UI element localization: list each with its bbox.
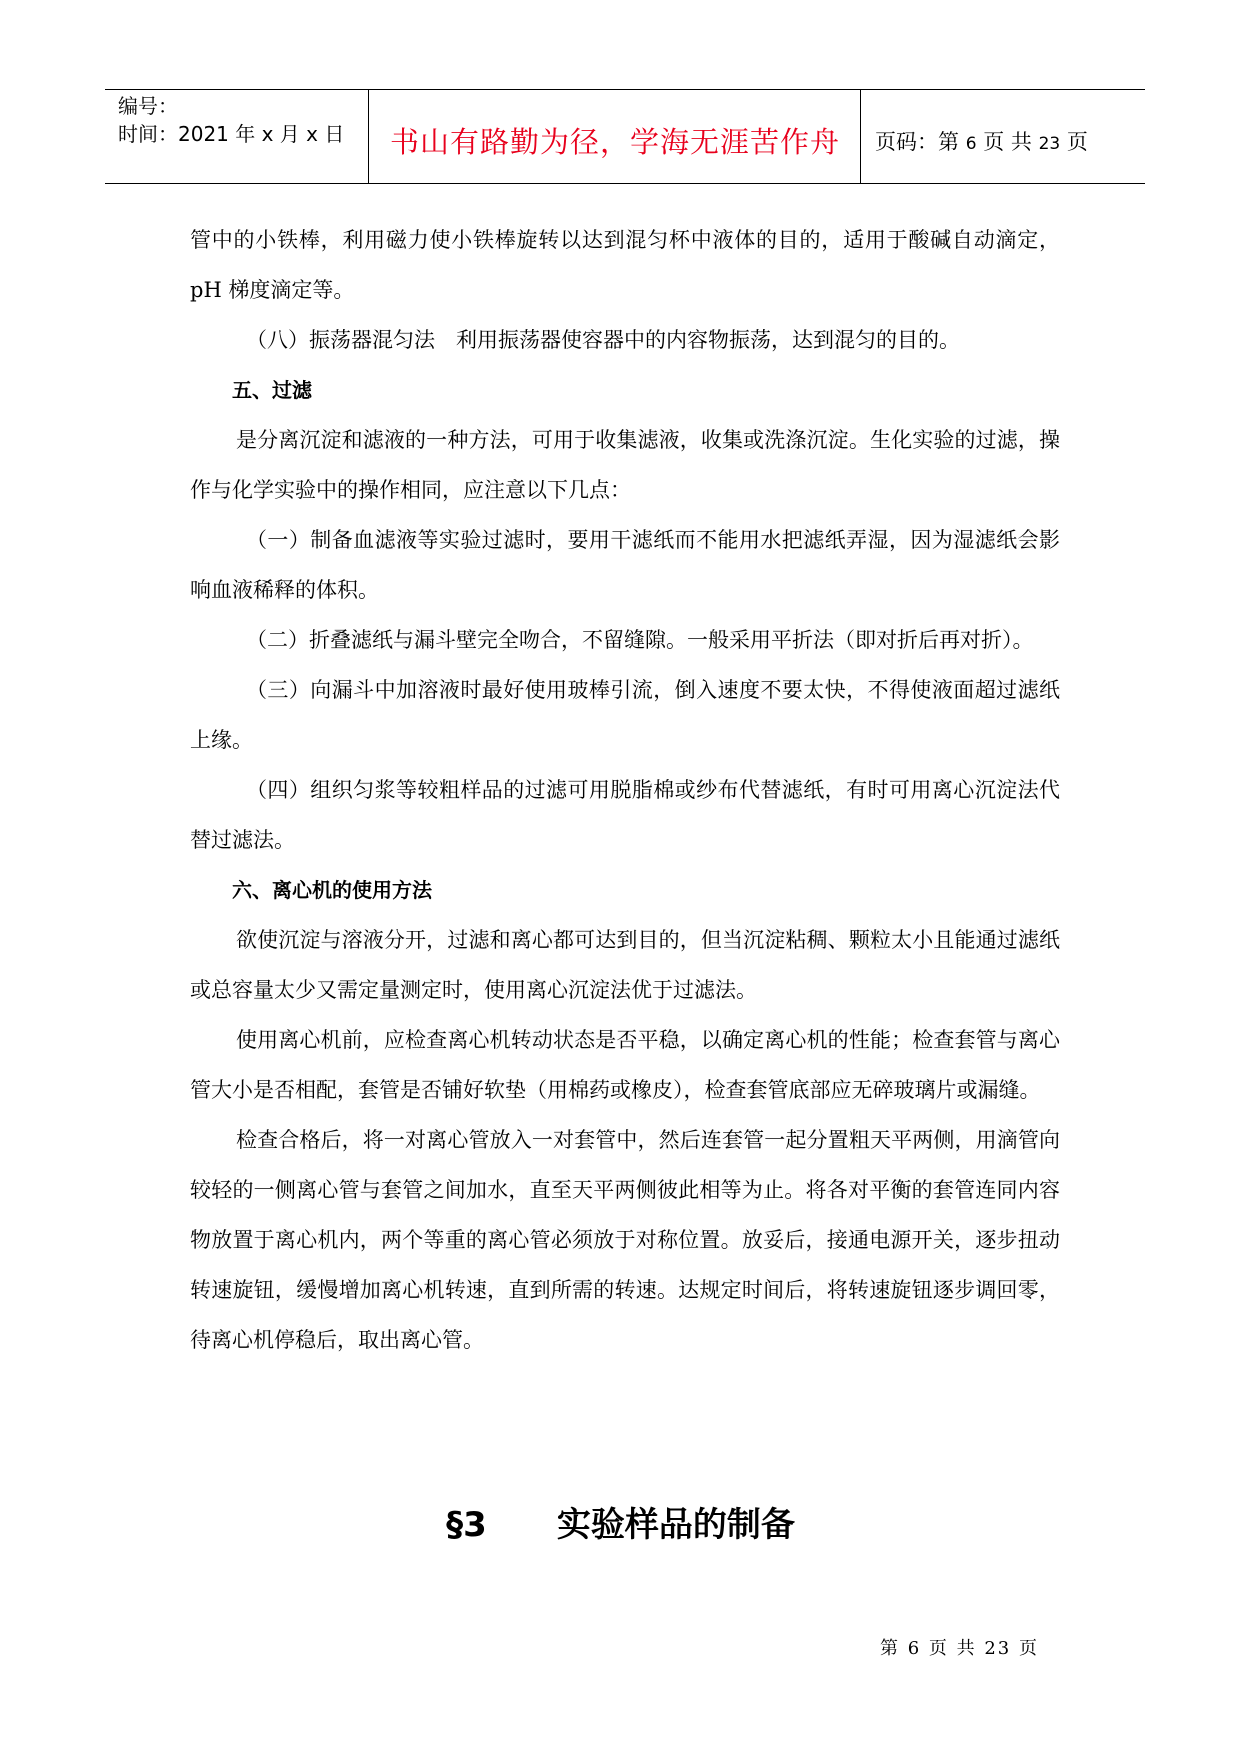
page-footer: 第 6 页 共 23 页 [880, 1638, 1039, 1659]
page-suffix: 页 [1066, 130, 1088, 154]
paragraph: （二）折叠滤纸与漏斗壁完全吻合，不留缝隙。一般采用平折法（即对折后再对折）。 [246, 628, 1034, 652]
header-bottom-rule [105, 183, 1145, 184]
paragraph: 使用离心机前，应检查离心机转动状态是否平稳，以确定离心机的性能；检查套管与离心管大小是否相配，套管是否铺好软垫（用棉药或橡皮），检查套管底部应无碎玻璃片或漏缝。 [190, 1028, 1060, 1102]
chapter-name: 实验样品的制备 [556, 1505, 795, 1545]
document-time-label: 时间：2021 年 x 月 x 日 [118, 122, 345, 146]
header-divider-right [860, 90, 861, 183]
header-divider-left [368, 90, 369, 183]
page-prefix: 页码：第 [875, 130, 959, 154]
header-page-indicator [875, 126, 1088, 156]
page-total: 23 [1038, 134, 1061, 154]
paragraph: （八）振荡器混匀法 利用振荡器使容器中的内容物振荡，达到混匀的目的。 [246, 328, 960, 352]
chapter-number: §3 [446, 1505, 487, 1545]
section-heading-centrifuge: 六、离心机的使用方法 [232, 878, 432, 902]
header-top-rule [105, 89, 1145, 90]
page-current: 6 [965, 134, 977, 154]
section-heading-filtration: 五、过滤 [232, 378, 312, 402]
paragraph: 检查合格后，将一对离心管放入一对套管中，然后连套管一起分置粗天平两侧，用滴管向较轻的一侧离心管与套管之间加水，直至天平两侧彼此相等为止。将各对平衡的套管连同内容物放置于离心机内，两个等重的离心管必须放于对称位置。放妥后，接通电源开关，逐步扭动转速旋钮，缓慢增加离心机转速，直到所需的转速。达规定时间后，将转速旋钮逐步调回零，待离心机停稳后，取出离心管。 [190, 1128, 1060, 1352]
paragraph: 欲使沉淀与溶液分开，过滤和离心都可达到目的，但当沉淀粘稠、颗粒太小且能通过滤纸或总容量太少又需定量测定时，使用离心沉淀法优于过滤法。 [190, 928, 1060, 1002]
paragraph: （四）组织匀浆等较粗样品的过滤可用脱脂棉或纱布代替滤纸，有时可用离心沉淀法代替过滤法。 [190, 778, 1060, 852]
document-number-label: 编号： [118, 94, 178, 118]
chapter-title [0, 1497, 1241, 1546]
document-body [190, 215, 1060, 1365]
paragraph: （三）向漏斗中加溶液时最好使用玻棒引流，倒入速度不要太快，不得使液面超过滤纸上缘。 [190, 678, 1060, 752]
header-meta [118, 92, 344, 148]
paragraph: 是分离沉淀和滤液的一种方法，可用于收集滤液，收集或洗涤沉淀。生化实验的过滤，操作与化学实验中的操作相同，应注意以下几点： [190, 428, 1060, 502]
paragraph: （一）制备血滤液等实验过滤时，要用干滤纸而不能用水把滤纸弄湿，因为湿滤纸会影响血液稀释的体积。 [190, 528, 1060, 602]
page-mid: 页 共 [983, 130, 1032, 154]
header-motto: 书山有路勤为径，学海无涯苦作舟 [389, 125, 840, 159]
paragraph: 管中的小铁棒，利用磁力使小铁棒旋转以达到混匀杯中液体的目的，适用于酸碱自动滴定，pH 梯度滴定等。 [190, 228, 1060, 302]
